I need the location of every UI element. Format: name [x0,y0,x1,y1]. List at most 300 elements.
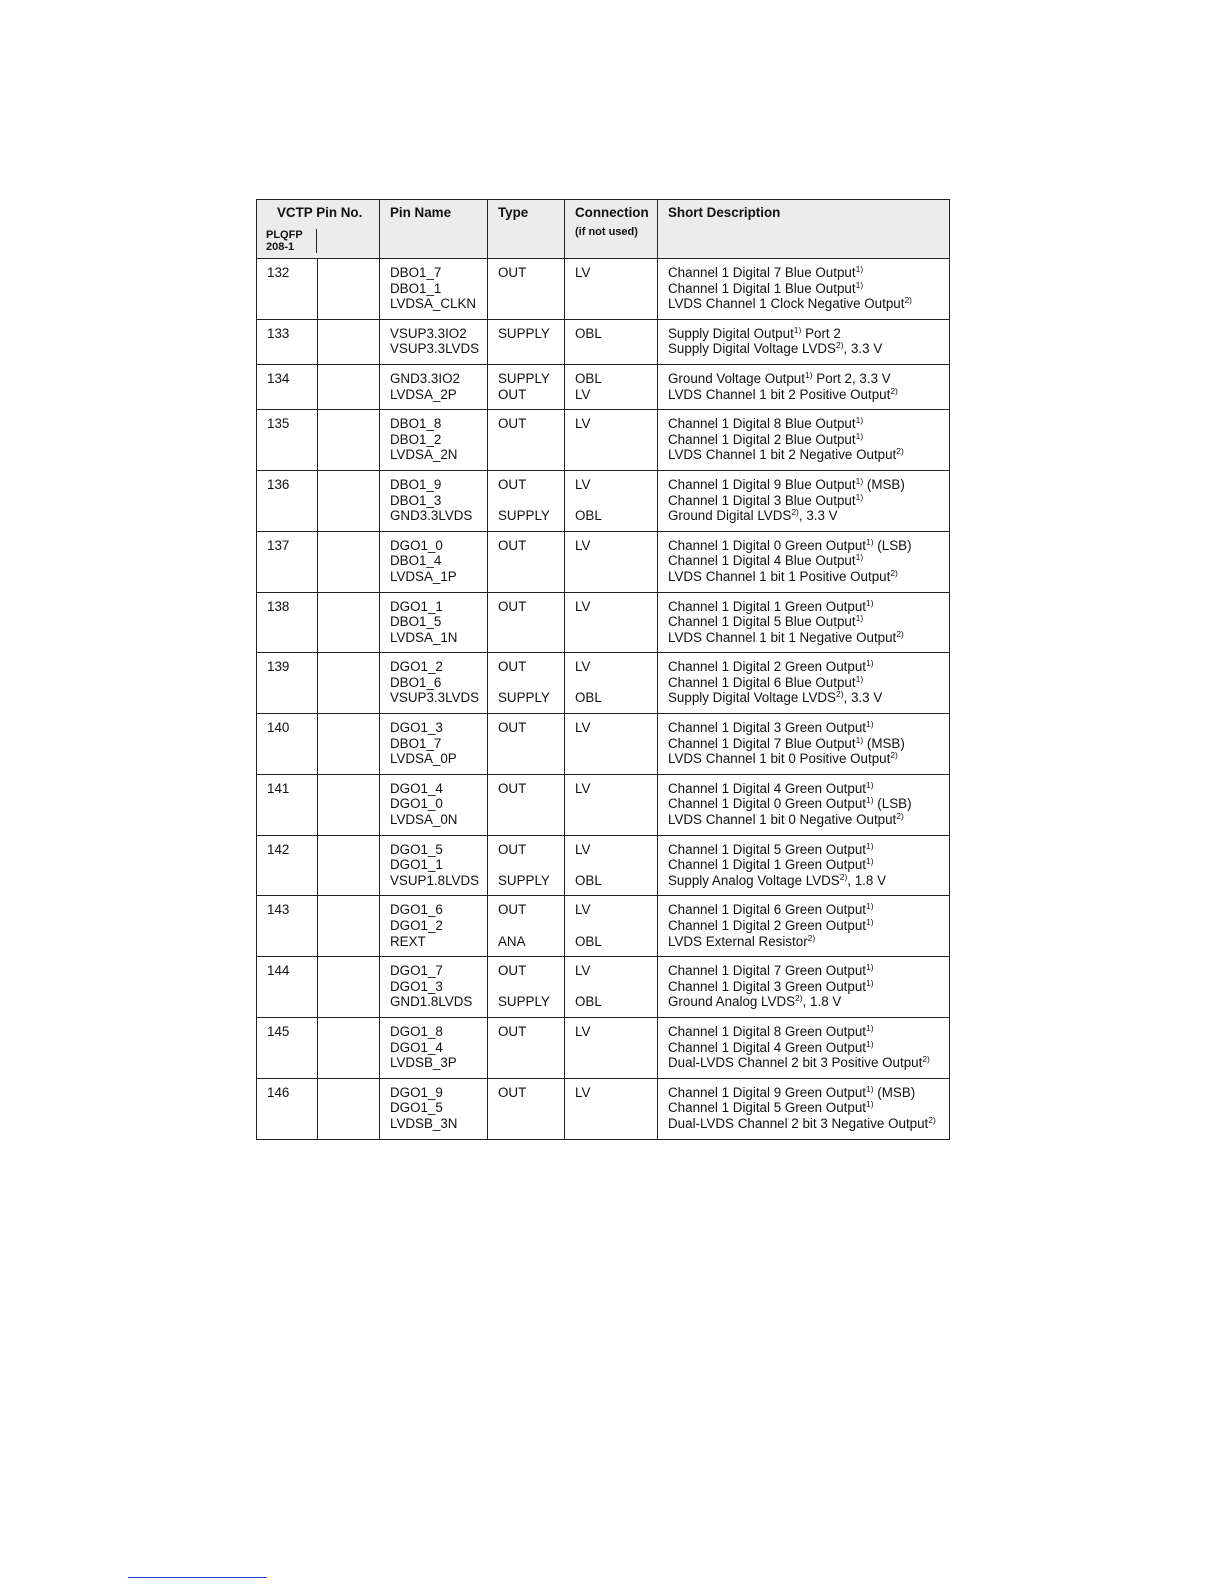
pin-name: LVDSA_1P [390,568,457,584]
plqfp-cell [318,470,380,531]
footnote-ref: 1) [866,597,874,608]
description-line [668,1085,949,1101]
pin-name: DBO1_6 [390,674,442,690]
pin-name: DGO1_0 [390,796,443,812]
pin-name: GND3.3IO2 [390,370,460,386]
description-text: Channel 1 Digital 0 Green Output [668,537,867,553]
description-cell [658,1017,950,1078]
type-cell [488,896,565,957]
pin-name: DGO1_9 [390,1084,443,1100]
type-cell [488,835,565,896]
description-line [668,553,949,569]
description-line [668,675,949,691]
description-text: Channel 1 Digital 5 Green Output [668,841,867,857]
description-suffix: Port 2 [801,325,841,341]
footnote-ref: 1) [866,1022,874,1033]
pin-number: 138 [267,598,290,614]
pin-name-cell [380,470,488,531]
description-line [668,1116,949,1132]
description-line [668,1100,949,1116]
pin-name: LVDSA_0N [390,812,458,828]
description-line [668,371,949,387]
pin-name-cell [380,896,488,957]
pin-name: DBO1_7 [390,265,442,280]
pin-type [498,1040,564,1056]
footnote-ref: 2) [791,507,799,518]
pin-connection [575,857,657,873]
pin-type [498,296,564,312]
description-text: LVDS Channel 1 bit 2 Negative Output [668,447,897,463]
pin-name: DGO1_4 [390,780,443,796]
description-text: Channel 1 Digital 4 Green Output [668,1039,867,1055]
pin-name-cell [380,531,488,592]
plqfp-sub-text: 208-1 [266,241,295,253]
description-text: Channel 1 Digital 3 Green Output [668,720,867,736]
pin-type [498,796,564,812]
pin-name-cell [380,774,488,835]
pin-connection [575,979,657,995]
footnote-ref: 2) [922,1054,930,1065]
pin-number: 145 [267,1023,290,1039]
pin-connection: LV [575,598,591,614]
description-text: Channel 1 Digital 3 Green Output [668,978,867,994]
description-line [668,447,949,463]
pin-number-cell [257,1017,318,1078]
pin-type [498,979,564,995]
footnote-ref: 2) [839,871,848,882]
pin-type [498,447,564,463]
description-text: Channel 1 Digital 1 Blue Output [668,280,856,296]
pin-name-cell [380,410,488,471]
pin-number-cell [257,592,318,653]
pin-connection: OBL [575,933,602,949]
connection-cell [565,531,658,592]
pin-connection: OBL [575,370,602,386]
pin-connection [575,1055,657,1071]
pin-type [498,493,564,509]
pin-name: DGO1_3 [390,720,443,736]
connection-cell [565,259,658,320]
pin-name: DBO1_4 [390,553,442,569]
pin-number-cell [257,470,318,531]
description-line [668,1024,949,1040]
pin-number-cell [257,957,318,1018]
description-line [668,387,949,403]
pin-type [498,553,564,569]
type-cell [488,714,565,775]
description-cell [658,364,950,409]
pin-connection [575,493,657,509]
pin-number: 140 [267,720,290,736]
footnote-ref: 2) [928,1114,936,1125]
pin-name: DBO1_3 [390,492,442,508]
footnote-ref: 2) [807,932,816,943]
connection-header-label: Connection [575,205,649,220]
description-line [668,963,949,979]
connection-header-sub: (if not used) [575,225,638,238]
footnote-ref: 1) [866,1083,874,1094]
type-cell [488,957,565,1018]
pin-number-cell [257,653,318,714]
table-row [257,364,950,409]
pin-name-cell [380,592,488,653]
description-line [668,569,949,585]
footnote-ref: 2) [896,446,904,457]
header-sub-divider [316,229,317,253]
description-cell [658,714,950,775]
pin-type [498,736,564,752]
description-line [668,812,949,828]
table-row [257,592,950,653]
description-text: Channel 1 Digital 1 Green Output [668,598,867,614]
pin-name: DGO1_1 [390,598,443,614]
pin-name: DBO1_8 [390,416,442,432]
pin-connection: OBL [575,690,602,706]
description-text: Dual-LVDS Channel 2 bit 3 Positive Output [668,1055,923,1071]
type-cell [488,531,565,592]
description-line [668,979,949,995]
pin-type: OUT [498,598,527,614]
pin-name: REXT [390,933,426,949]
pin-type [498,751,564,767]
type-cell [488,410,565,471]
pin-number-cell [257,835,318,896]
footnote-ref: 2) [896,628,904,639]
connection-cell [565,364,658,409]
description-text: Channel 1 Digital 5 Blue Output [668,614,856,630]
pin-name: LVDSA_2P [390,386,457,402]
plqfp-cell [318,410,380,471]
description-text: Supply Digital Voltage LVDS [668,341,836,357]
description-text: Channel 1 Digital 8 Blue Output [668,416,856,432]
footnote-ref: 2) [890,750,898,761]
pin-type [498,857,564,873]
pin-type [498,281,564,297]
pin-number: 141 [267,780,290,796]
footnote-ref: 1) [866,536,874,547]
pin-number: 132 [267,265,290,280]
footnote-ref: 2) [896,811,904,822]
footnote-ref: 1) [855,264,864,274]
description-line [668,326,949,342]
table-row [257,774,950,835]
footnote-ref: 2) [890,567,898,578]
description-suffix: (MSB) [863,735,905,751]
pin-type [498,812,564,828]
description-suffix: , 3.3 V [843,341,883,357]
description-cell [658,1078,950,1139]
description-text: Supply Digital Output [668,325,794,341]
description-text: Channel 1 Digital 9 Green Output [668,1084,867,1100]
footnote-ref: 1) [866,779,874,790]
pin-type: OUT [498,537,527,553]
pin-name-cell [380,957,488,1018]
footnote-ref: 1) [855,491,864,502]
description-cell [658,259,950,320]
connection-cell [565,835,658,896]
description-cell [658,896,950,957]
footnote-ref: 2) [835,689,844,700]
description-line [668,842,949,858]
pin-name: DGO1_1 [390,857,443,873]
description-text: Channel 1 Digital 4 Green Output [668,780,867,796]
footnote-ref: 1) [866,962,874,973]
connection-cell [565,714,658,775]
description-text: LVDS Channel 1 Clock Negative Output [668,296,905,312]
pin-number-cell [257,531,318,592]
pin-name: LVDSB_3N [390,1115,458,1131]
pin-connection: LV [575,537,591,553]
pin-type [498,675,564,691]
description-suffix: (LSB) [873,796,912,812]
table-row [257,957,950,1018]
pin-type: OUT [498,659,527,675]
pin-type: SUPPLY [498,325,550,341]
description-cell [658,835,950,896]
pin-connection [575,1100,657,1116]
table-row [257,410,950,471]
description-line [668,265,949,281]
pin-connection: LV [575,265,591,280]
pin-type: OUT [498,416,527,432]
pin-number-cell [257,774,318,835]
description-text: Channel 1 Digital 2 Green Output [668,659,867,675]
footnote-ref: 1) [855,552,864,563]
footnote-ref: 2) [795,993,803,1004]
type-cell [488,774,565,835]
pin-number-cell [257,410,318,471]
pin-connection: OBL [575,994,602,1010]
pin-name-cell [380,1017,488,1078]
plqfp-cell [318,1017,380,1078]
pin-connection: LV [575,386,591,402]
connection-cell [565,470,658,531]
description-text: Supply Analog Voltage LVDS [668,872,840,888]
connection-cell [565,592,658,653]
pin-name: VSUP3.3LVDS [390,690,480,706]
pin-type: OUT [498,720,527,736]
description-line [668,432,949,448]
pin-number-cell [257,896,318,957]
description-line [668,538,949,554]
pin-name: DBO1_7 [390,735,442,751]
pin-name: LVDSA_0P [390,751,457,767]
description-suffix: (MSB) [863,476,905,492]
pin-name: DGO1_6 [390,902,443,918]
footnote-ref: 1) [793,324,802,335]
pin-type: OUT [498,1023,527,1039]
description-line [668,994,949,1010]
table-row [257,896,950,957]
description-suffix: , 3.3 V [798,508,838,524]
pin-type [498,614,564,630]
pin-name: DGO1_5 [390,841,443,857]
description-cell [658,592,950,653]
plqfp-cell [318,774,380,835]
pin-type: ANA [498,933,526,949]
pin-connection [575,553,657,569]
footnote-ref: 1) [855,430,864,441]
pin-connection: LV [575,963,591,979]
description-line [668,902,949,918]
footnote-ref: 1) [855,475,864,486]
pin-connection: OBL [575,508,602,524]
plqfp-cell [318,835,380,896]
description-suffix: , 3.3 V [843,690,883,706]
description-text: Ground Digital LVDS [668,508,792,524]
pin-type: OUT [498,476,527,492]
pin-number: 134 [267,370,290,386]
description-text: LVDS Channel 1 bit 1 Positive Output [668,568,891,584]
type-cell [488,364,565,409]
connection-cell [565,896,658,957]
type-cell [488,653,565,714]
pin-name: VSUP1.8LVDS [390,872,480,888]
description-cell [658,410,950,471]
pin-connection: LV [575,720,591,736]
pin-name: GND1.8LVDS [390,994,473,1010]
pin-type: OUT [498,265,527,280]
description-line [668,720,949,736]
pin-number: 137 [267,537,290,553]
table-body [257,259,950,1140]
description-suffix: (MSB) [873,1084,916,1100]
plqfp-cell [318,896,380,957]
pin-type: OUT [498,841,527,857]
description-text: LVDS Channel 1 bit 0 Positive Output [668,751,891,767]
footnote-separator [128,1577,267,1578]
table-header [257,200,950,259]
pin-connection [575,281,657,297]
plqfp-cell [318,714,380,775]
description-suffix: (LSB) [873,537,912,553]
type-header: Type [488,200,565,259]
pin-number-cell [257,714,318,775]
connection-header [565,200,658,259]
description-text: LVDS Channel 1 bit 0 Negative Output [668,812,897,828]
pin-name: DGO1_3 [390,978,443,994]
footnote-ref: 1) [855,415,864,426]
pin-type: OUT [498,386,527,402]
footnote-ref: 1) [866,658,874,669]
pin-name: DBO1_1 [390,280,442,296]
connection-cell [565,653,658,714]
pin-type: SUPPLY [498,872,550,888]
pin-type: OUT [498,902,527,918]
pin-connection [575,812,657,828]
pin-name-header: Pin Name [380,200,488,259]
pin-type: OUT [498,1084,527,1100]
description-text: LVDS Channel 1 bit 2 Positive Output [668,386,891,402]
description-text: Channel 1 Digital 6 Blue Output [668,674,856,690]
description-cell [658,531,950,592]
pin-number: 133 [267,325,290,341]
description-text: Channel 1 Digital 7 Green Output [668,963,867,979]
pin-connection [575,918,657,934]
pin-type [498,341,564,357]
pin-number-cell [257,259,318,320]
description-cell [658,957,950,1018]
pin-connection: LV [575,902,591,918]
description-line [668,493,949,509]
pin-connection [575,1116,657,1132]
footnote-ref: 1) [866,840,874,851]
pin-connection [575,296,657,312]
table-row [257,835,950,896]
pin-type: SUPPLY [498,994,550,1010]
plqfp-cell [318,531,380,592]
pin-connection [575,614,657,630]
pin-name: DGO1_4 [390,1039,443,1055]
pin-name-cell [380,319,488,364]
description-text: Dual-LVDS Channel 2 bit 3 Negative Output [668,1115,929,1131]
pin-connection [575,751,657,767]
pin-connection [575,630,657,646]
description-suffix: Port 2, 3.3 V [812,370,891,386]
description-suffix: , 1.8 V [802,994,842,1010]
type-cell [488,1078,565,1139]
pin-connection: LV [575,780,591,796]
connection-cell [565,319,658,364]
pin-name: LVDSA_2N [390,447,458,463]
description-text: Channel 1 Digital 2 Blue Output [668,431,856,447]
description-line [668,1055,949,1071]
description-header: Short Description [658,200,950,259]
pin-connection [575,447,657,463]
type-cell [488,319,565,364]
footnote-ref: 1) [866,795,874,806]
description-text: Channel 1 Digital 0 Green Output [668,796,867,812]
connection-cell [565,1078,658,1139]
plqfp-cell [318,653,380,714]
footnote-ref: 1) [855,673,864,684]
description-text: Channel 1 Digital 3 Blue Output [668,492,856,508]
pin-connection: LV [575,1023,591,1039]
description-text: Channel 1 Digital 7 Blue Output [668,735,856,751]
pin-name: DGO1_2 [390,659,443,675]
pin-type: SUPPLY [498,508,550,524]
pin-number: 142 [267,841,290,857]
pin-type: SUPPLY [498,370,550,386]
pin-name: DGO1_8 [390,1023,443,1039]
description-suffix: , 1.8 V [847,872,887,888]
pin-number: 146 [267,1084,290,1100]
table-row [257,714,950,775]
description-line [668,781,949,797]
description-line [668,416,949,432]
table-row [257,1078,950,1139]
pin-type: OUT [498,963,527,979]
footnote-ref: 1) [804,369,813,380]
description-text: Channel 1 Digital 5 Green Output [668,1100,867,1116]
pin-number: 136 [267,476,290,492]
pin-type [498,1055,564,1071]
description-line [668,796,949,812]
pin-number: 143 [267,902,290,918]
plqfp-text: PLQFP [266,229,303,241]
footnote-ref: 2) [835,340,844,351]
description-line [668,873,949,889]
pin-connection: OBL [575,325,602,341]
table-row [257,319,950,364]
pin-connection: OBL [575,872,602,888]
pin-name: GND3.3LVDS [390,508,473,524]
pin-connection: LV [575,1084,591,1100]
description-cell [658,470,950,531]
type-cell [488,259,565,320]
pin-type [498,1100,564,1116]
plqfp-cell [318,957,380,1018]
